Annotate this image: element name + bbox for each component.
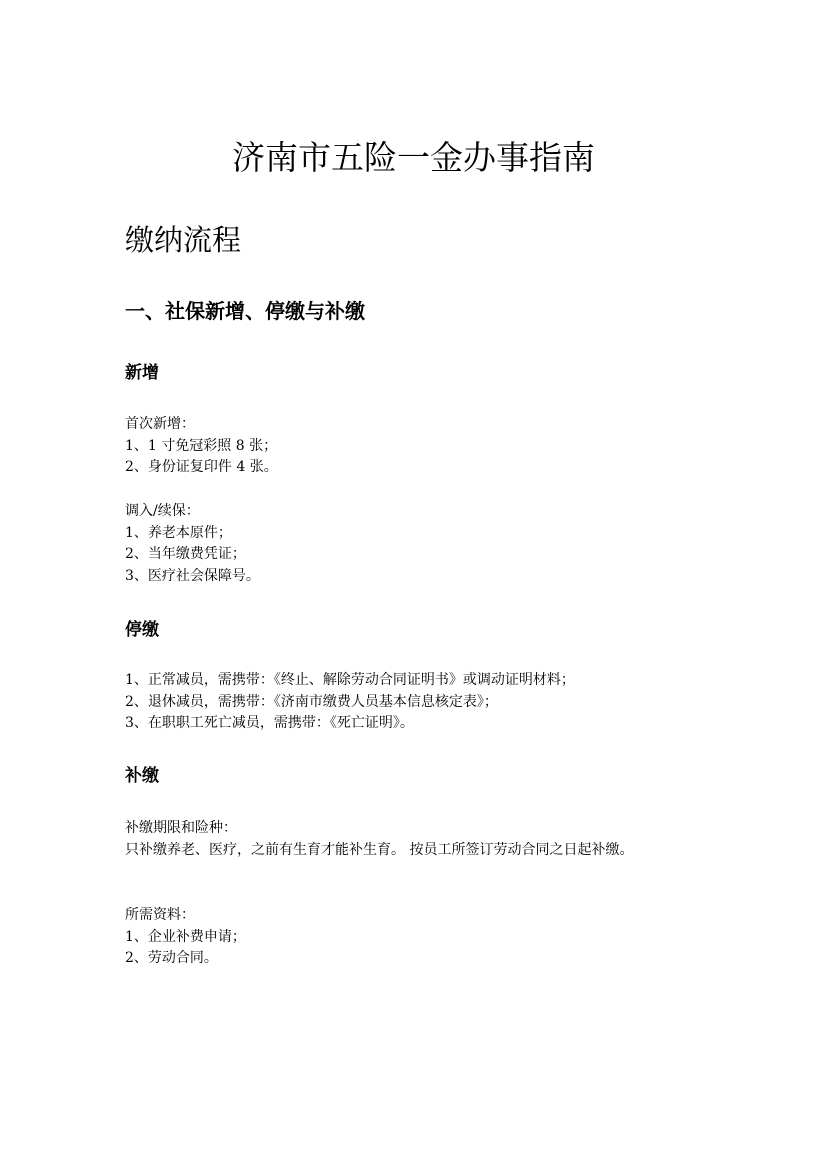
new-add-first-block xyxy=(125,414,715,479)
supplement-heading: 补缴 xyxy=(125,766,159,786)
new-add-transfer-block xyxy=(125,501,715,587)
list-item: 1、养老本原件； xyxy=(125,524,232,541)
document-title: 济南市五险一金办事指南 xyxy=(232,138,595,177)
stop-block xyxy=(125,670,715,735)
list-item: 2、身份证复印件 4 张。 xyxy=(125,459,278,475)
supplement-period-block xyxy=(125,818,715,861)
subsection-title: 一、社保新增、停缴与补缴 xyxy=(125,299,365,323)
materials-label: 所需资料： xyxy=(125,907,195,923)
period-text: 只补缴养老、医疗，之前有生育才能补生育。 按员工所签订劳动合同之日起补缴。 xyxy=(125,841,634,858)
list-item: 2、劳动合同。 xyxy=(125,950,218,966)
list-item: 1、1 寸免冠彩照 8 张； xyxy=(125,437,278,454)
first-add-label: 首次新增： xyxy=(125,416,195,432)
list-item: 2、退休减员，需携带：《济南市缴费人员基本信息核定表》； xyxy=(125,693,498,710)
list-item: 2、当年缴费凭证； xyxy=(125,546,246,562)
new-add-heading: 新增 xyxy=(125,363,159,383)
list-item: 3、在职职工死亡减员，需携带：《死亡证明》。 xyxy=(125,715,414,731)
period-label: 补缴期限和险种： xyxy=(125,820,237,836)
list-item: 3、医疗社会保障号。 xyxy=(125,567,260,584)
list-item: 1、企业补费申请； xyxy=(125,928,246,945)
section-title: 缴纳流程 xyxy=(125,223,242,257)
list-item: 1、正常减员，需携带：《终止、解除劳动合同证明书》或调动证明材料； xyxy=(125,672,575,688)
stop-heading: 停缴 xyxy=(125,620,159,640)
supplement-materials-block xyxy=(125,905,715,970)
transfer-label: 调入/续保： xyxy=(125,503,200,519)
